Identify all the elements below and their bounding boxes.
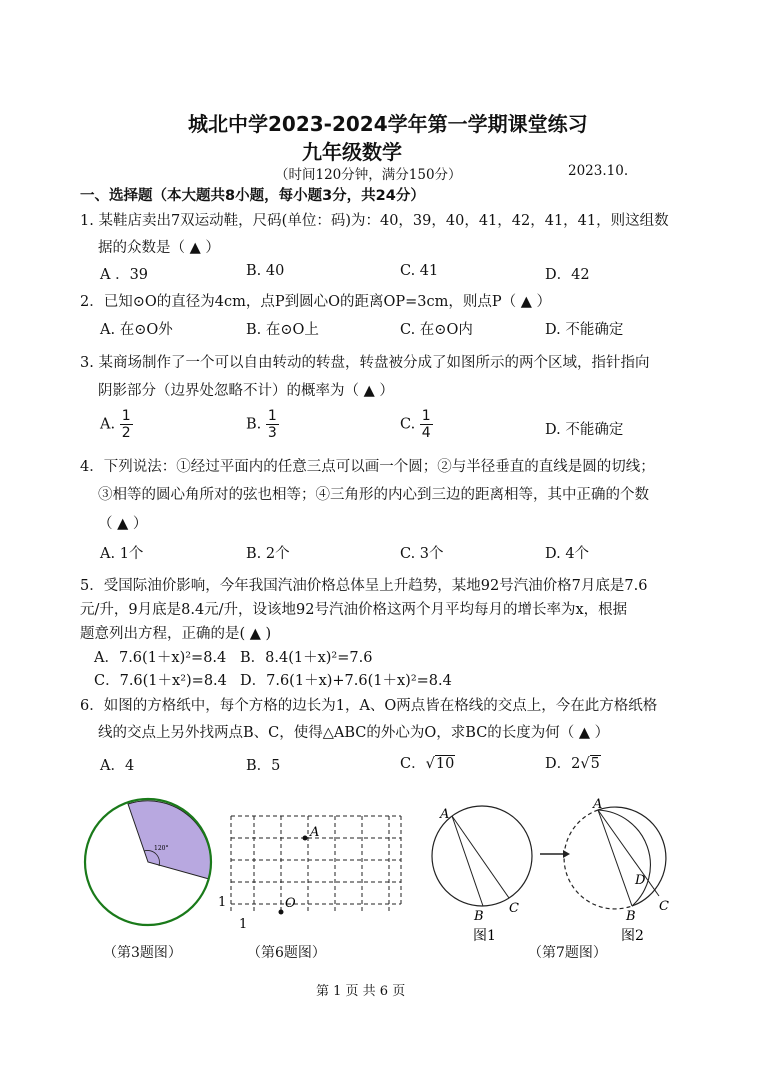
q1-option-d: D．42 <box>545 267 590 283</box>
q4-option-d: D. 4个 <box>545 546 590 562</box>
q6-line2: 线的交点上另外找两点B、C，使得△ABC的外心为O，求BC的长度为何（ ▲ ） <box>98 725 610 741</box>
exam-date: 2023.10. <box>568 163 629 179</box>
q6-option-b: B．5 <box>246 758 281 774</box>
q5-option-c: C．7.6(1＋x²)=8.4 <box>94 673 227 689</box>
exam-subtitle: 九年级数学 <box>302 140 402 164</box>
q6-option-c-label: C． <box>400 756 426 772</box>
q3-option-c <box>400 408 433 441</box>
q3-option-c-label: C. <box>400 416 416 433</box>
fig7-label-c1: C <box>509 901 519 916</box>
q6-option-a: A．4 <box>100 758 135 774</box>
q2-line1: 2．已知⊙O的直径为4cm，点P到圆心O的距离OP=3cm，则点P（ ▲ ） <box>80 294 552 310</box>
q1-line1: 1. 某鞋店卖出7双运动鞋，尺码(单位：码)为：40，39，40，41，42，41，41，则这组数 <box>80 213 669 229</box>
fig3-caption: （第3题图） <box>103 945 182 961</box>
fig7-label-a2: A <box>593 797 603 812</box>
fig6-point-a <box>303 836 308 841</box>
q4-option-c: C. 3个 <box>400 546 444 562</box>
q4-option-b: B. 2个 <box>246 546 290 562</box>
q1-option-b: B. 40 <box>246 263 285 279</box>
fig7-sub2: 图2 <box>621 928 644 944</box>
section-heading: 一、选择题（本大题共8小题，每小题3分，共24分） <box>80 188 425 204</box>
fig7-label-a1: A <box>440 807 450 822</box>
q6-line1: 6．如图的方格纸中，每个方格的边长为1，A、O两点皆在格线的交点上，今在此方格纸格 <box>80 698 658 714</box>
fig7-label-d2: D <box>635 873 646 888</box>
q4-option-a: A. 1个 <box>100 546 144 562</box>
q3-option-a-label: A. <box>100 416 116 433</box>
fig3-angle-label: 120° <box>154 845 169 852</box>
sqrt-symbol: √ <box>580 756 590 772</box>
q3-option-a-fraction: $\frac{1}{2}$ <box>121 408 131 441</box>
fig7-fold-arc <box>598 810 650 906</box>
q3-line1: 3. 某商场制作了一个可以自由转动的转盘，转盘被分成了如图所示的两个区域，指针指向 <box>80 355 650 371</box>
exam-time-info: （时间120分钟，满分150分） <box>275 167 462 183</box>
fig6-grid <box>214 808 410 930</box>
q2-option-c: C. 在⊙O内 <box>400 322 473 338</box>
fig6-unit-horizontal: 1 <box>239 917 248 930</box>
q4-line1: 4．下列说法：①经过平面内的任意三点可以画一个圆；②与半径垂直的直线是圆的切线； <box>80 459 655 475</box>
q5-option-b: B．8.4(1＋x)²=7.6 <box>240 650 373 666</box>
q2-option-a: A. 在⊙O外 <box>100 322 173 338</box>
fig3-spinner <box>82 796 218 938</box>
q4-line2: ③相等的圆心角所对的弦也相等；④三角形的内心到三边的距离相等，其中正确的个数 <box>98 487 649 503</box>
q6-option-d-label: D． <box>545 756 572 772</box>
q6-option-d-coef: 2 <box>571 756 581 772</box>
fig7-caption: （第7题图） <box>528 945 607 961</box>
fig6-point-o <box>279 910 284 915</box>
q3-option-c-fraction: $\frac{1}{4}$ <box>421 408 431 441</box>
q5-option-d: D．7.6(1＋x)+7.6(1＋x)²=8.4 <box>240 673 452 689</box>
q3-option-b-label: B. <box>246 416 262 433</box>
fig7-label-b2: B <box>626 909 636 924</box>
fig3-shaded-sector <box>128 801 211 879</box>
q4-line3: （ ▲ ） <box>98 516 148 532</box>
q6-option-d-radicand: 5 <box>590 756 600 772</box>
q6-option-d <box>545 752 601 773</box>
fig7-circle-2-dashed <box>564 810 632 909</box>
fig7-label-c2: C <box>659 899 669 914</box>
fig6-unit-vertical: 1 <box>218 895 227 910</box>
fig6-label-o: O <box>285 896 296 911</box>
q3-line2: 阴影部分（边界处忽略不计）的概率为（ ▲ ） <box>98 383 394 399</box>
q3-option-b <box>246 408 279 441</box>
page-footer: 第 1 页 共 6 页 <box>316 984 406 999</box>
q3-option-d: D. 不能确定 <box>545 422 624 438</box>
q3-option-b-fraction: $\frac{1}{3}$ <box>267 408 277 441</box>
q3-option-a <box>100 408 133 441</box>
q5-option-a: A．7.6(1＋x)²=8.4 <box>94 650 227 666</box>
sqrt-symbol: √ <box>425 756 435 772</box>
q1-line2: 据的众数是（ ▲ ） <box>98 240 220 256</box>
q5-line1: 5．受国际油价影响，今年我国汽油价格总体呈上升趋势，某地92号汽油价格7月底是7.6 <box>80 578 648 594</box>
exam-title: 城北中学2023-2024学年第一学期课堂练习 <box>188 112 588 136</box>
fig7-sub1: 图1 <box>473 928 496 944</box>
q6-option-c-radicand: 10 <box>435 756 455 772</box>
q5-line3: 题意列出方程，正确的是( ▲ ) <box>80 626 272 642</box>
q1-option-a: A ．39 <box>100 267 149 283</box>
q5-line2: 元/升，9月底是8.4元/升，设该地92号汽油价格这两个月平均每月的增长率为x，根据 <box>80 602 628 618</box>
q2-option-b: B. 在⊙O上 <box>246 322 319 338</box>
fig7-label-b1: B <box>474 909 484 924</box>
fig6-caption: （第6题图） <box>247 945 326 961</box>
q1-option-c: C. 41 <box>400 263 439 279</box>
fig7-diagram <box>425 794 675 944</box>
q6-option-c <box>400 752 455 773</box>
fig6-label-a: A <box>310 825 320 840</box>
q2-option-d: D. 不能确定 <box>545 322 624 338</box>
